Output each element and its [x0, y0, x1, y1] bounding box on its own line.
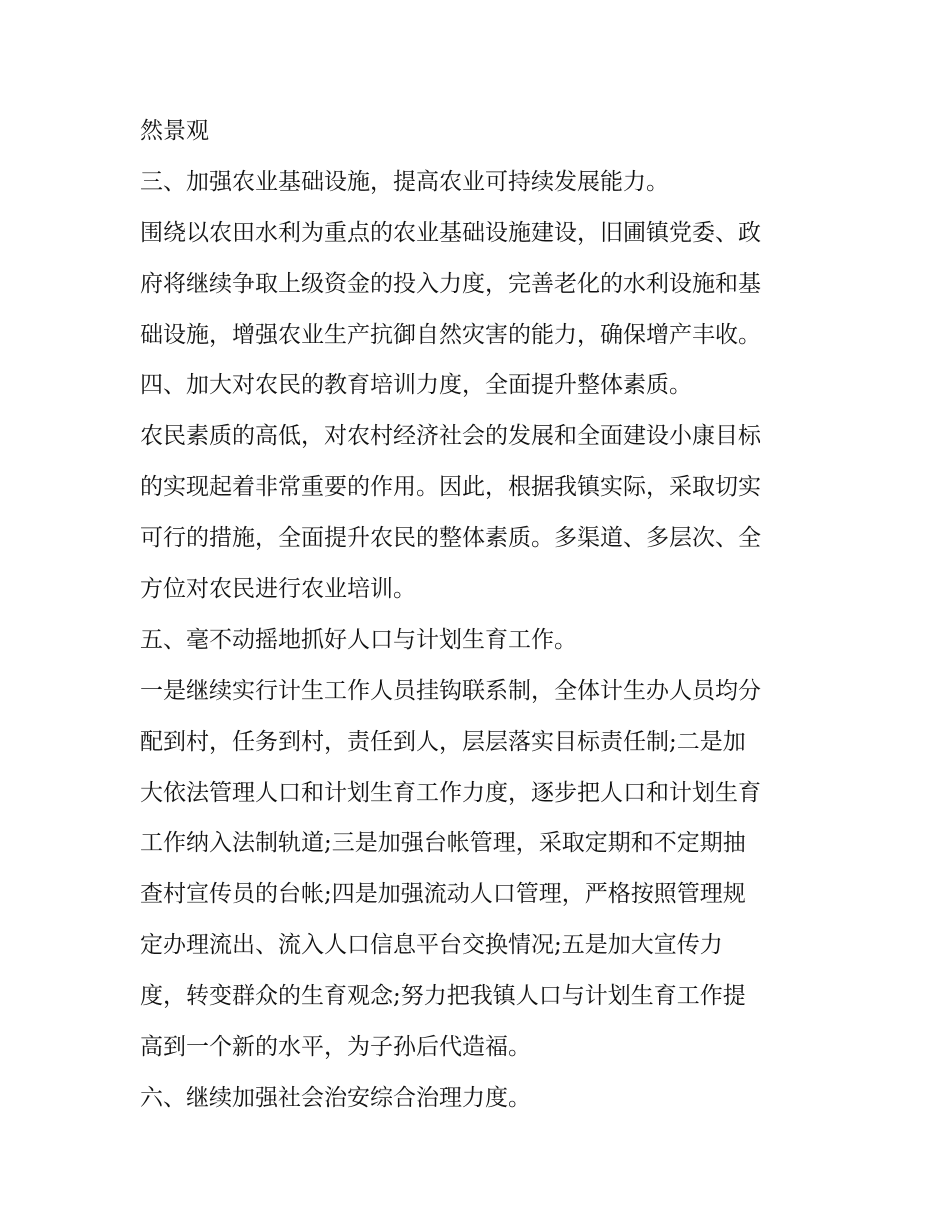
section-heading-3: 三、加强农业基础设施，提高农业可持续发展能力。	[140, 168, 669, 195]
paragraph-line: 度，转变群众的生育观念;努力把我镇人口与计划生育工作提	[140, 983, 746, 1010]
text-line-continuation: 然景观	[140, 118, 209, 144]
paragraph-line: 农民素质的高低，对农村经济社会的发展和全面建设小康目标	[140, 423, 761, 450]
paragraph-line: 查村宣传员的台帐;四是加强流动人口管理，严格按照管理规	[140, 881, 746, 908]
paragraph-line: 方位对农民进行农业培训。	[140, 576, 416, 603]
paragraph-line: 府将继续争取上级资金的投入力度，完善老化的水利设施和基	[140, 270, 761, 297]
paragraph-line: 一是继续实行计生工作人员挂钩联系制，全体计生办人员均分	[140, 677, 761, 704]
paragraph-line: 可行的措施，全面提升农民的整体素质。多渠道、多层次、全	[140, 525, 761, 552]
section-heading-5: 五、毫不动摇地抓好人口与计划生育工作。	[140, 626, 577, 653]
paragraph-line: 工作纳入法制轨道;三是加强台帐管理，采取定期和不定期抽	[140, 830, 746, 857]
paragraph-line: 配到村，任务到村，责任到人，层层落实目标责任制;二是加	[140, 728, 746, 755]
document-body	[140, 106, 820, 1124]
paragraph-line: 高到一个新的水平，为子孙后代造福。	[140, 1034, 531, 1061]
paragraph-line: 的实现起着非常重要的作用。因此，根据我镇实际，采取切实	[140, 474, 761, 501]
paragraph-line: 大依法管理人口和计划生育工作力度，逐步把人口和计划生育	[140, 779, 761, 806]
paragraph-line: 围绕以农田水利为重点的农业基础设施建设，旧圃镇党委、政	[140, 219, 761, 246]
section-heading-6: 六、继续加强社会治安综合治理力度。	[140, 1084, 531, 1111]
paragraph-line: 础设施，增强农业生产抗御自然灾害的能力，确保增产丰收。	[140, 321, 761, 348]
section-heading-4: 四、加大对农民的教育培训力度，全面提升整体素质。	[140, 372, 692, 399]
paragraph-line: 定办理流出、流入人口信息平台交换情况;五是加大宣传力	[140, 932, 723, 959]
